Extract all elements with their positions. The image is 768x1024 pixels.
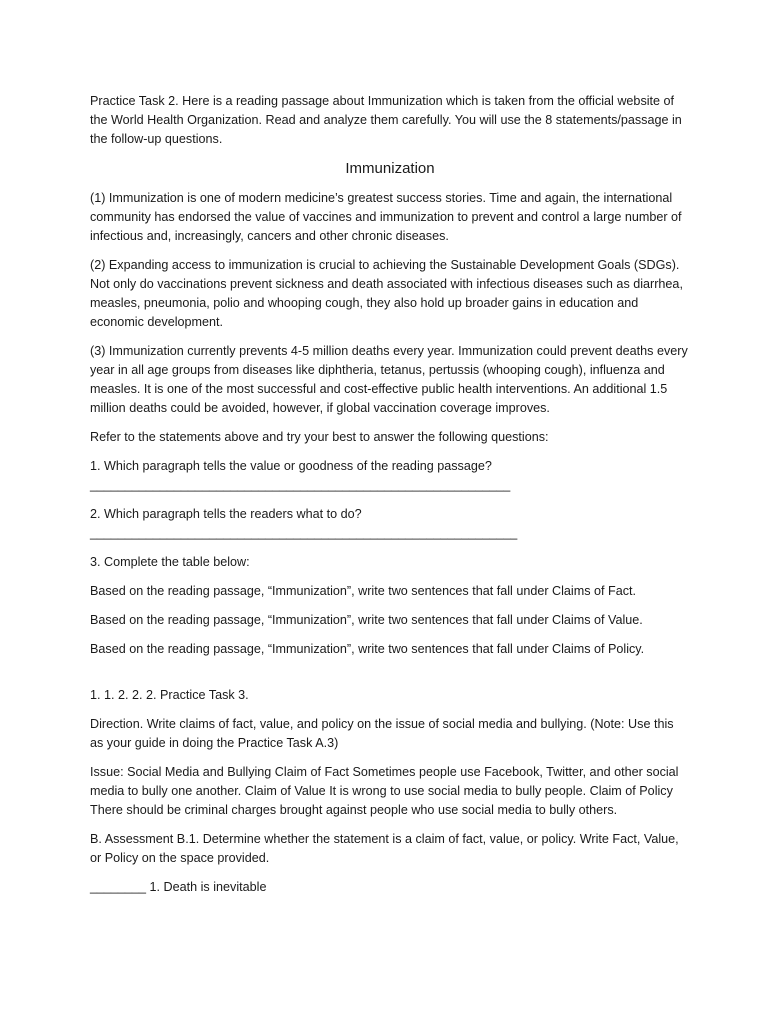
claims-of-fact-prompt: Based on the reading passage, “Immunization”, write two sentences that fall under Claims of Fact. <box>90 584 637 598</box>
question-2-answer-line: _____________________________________________________________ <box>90 526 518 540</box>
passage-paragraph-3: (3) Immunization currently prevents 4-5 million deaths every year. Immunization could prevent deaths every year in all age groups from diseases like diphtheria, tetanus, pertussis (whooping cough), influenza and measles. It is one of the most successful and cost-effective public health interventions. An additional 1.5 million deaths could be avoided, however, if global vaccination coverage improves. <box>90 344 688 415</box>
question-1-answer-line: ____________________________________________________________ <box>90 478 511 492</box>
direction-paragraph: Direction. Write claims of fact, value, and policy on the issue of social media and bullying. (Note: Use this as your guide in doing the Practice Task A.3) <box>90 717 674 750</box>
passage-paragraph-2: (2) Expanding access to immunization is crucial to achieving the Sustainable Development Goals (SDGs). Not only do vaccinations prevent sickness and death associated with infectious diseases such as diarrhea, measles, pneumonia, polio and whooping cough, they also hold up broader gains in education and economic development. <box>90 258 683 329</box>
passage-title: Immunization <box>345 160 435 177</box>
section-gap <box>90 669 690 686</box>
claims-of-policy-prompt: Based on the reading passage, “Immunization”, write two sentences that fall under Claims of Policy. <box>90 642 645 656</box>
intro-paragraph: Practice Task 2. Here is a reading passage about Immunization which is taken from the official website of the World Health Organization. Read and analyze them carefully. You will use the 8 statements/passage in the follow-up questions. <box>90 94 682 146</box>
question-3: 3. Complete the table below: <box>90 555 250 569</box>
passage-paragraph-1: (1) Immunization is one of modern medicine’s greatest success stories. Time and again, the international community has endorsed the value of vaccines and immunization to prevent and control a large number of infectious and, increasingly, cancers and other chronic diseases. <box>90 191 682 243</box>
practice-task-3-heading: 1. 1. 2. 2. 2. Practice Task 3. <box>90 688 249 702</box>
refer-instruction: Refer to the statements above and try your best to answer the following questions: <box>90 430 549 444</box>
question-1 <box>90 457 690 495</box>
claims-of-value-prompt: Based on the reading passage, “Immunization”, write two sentences that fall under Claims of Value. <box>90 613 643 627</box>
assessment-item-1: ________ 1. Death is inevitable <box>90 880 267 894</box>
question-1-text: 1. Which paragraph tells the value or goodness of the reading passage? <box>90 459 492 473</box>
question-2-text: 2. Which paragraph tells the readers what to do? <box>90 507 362 521</box>
issue-paragraph: Issue: Social Media and Bullying Claim of Fact Sometimes people use Facebook, Twitter, and other social media to bully one another. Claim of Value It is wrong to use social media to bully people. Claim of Policy There should be criminal charges brought against people who use social media to bully others. <box>90 765 679 817</box>
document-page <box>90 92 690 907</box>
assessment-paragraph: B. Assessment B.1. Determine whether the statement is a claim of fact, value, or policy. Write Fact, Value, or Policy on the space provided. <box>90 832 679 865</box>
question-2 <box>90 505 690 543</box>
